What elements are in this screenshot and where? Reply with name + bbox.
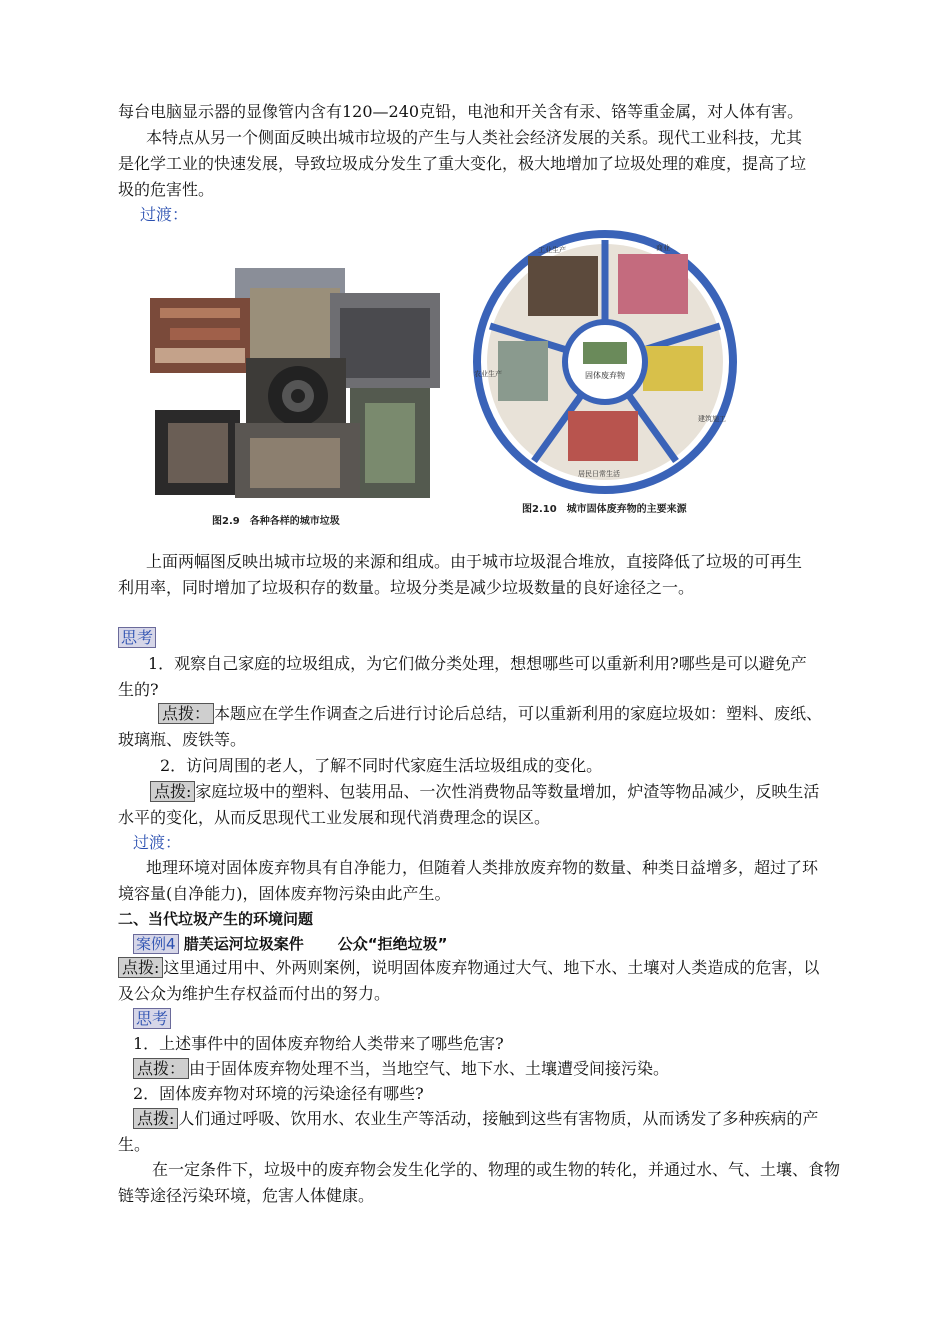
figure-2-10-caption: 图2.10 城市固体废弃物的主要来源 xyxy=(522,504,687,515)
wheel-label-commerce: 商业 xyxy=(656,244,670,252)
wheel-label-construction: 建筑施工 xyxy=(698,415,726,423)
hint-2: 点拨: 家庭垃圾中的塑料、包装用品、一次性消费物品等数量增加，炉渣等物品减少，反映生活 xyxy=(150,779,836,805)
wheel-center-label: 固体废弃物 xyxy=(585,371,625,380)
figure-urban-garbage-collage xyxy=(150,268,440,500)
question-4: 2．固体废弃物对环境的污染途径有哪些? xyxy=(133,1084,424,1103)
paragraph-conclusion: 在一定条件下，垃圾中的废弃物会发生化学的、物理的或生物的转化，并通过水、气、土壤、食物 xyxy=(152,1160,841,1179)
section-heading-2: 二、当代垃圾产生的环境问题 xyxy=(118,910,314,928)
paragraph-feature: 本特点从另一个侧面反映出城市垃圾的产生与人类社会经济发展的关系。现代工业科技，尤其 xyxy=(146,128,803,147)
think-heading-1: 思考 xyxy=(118,625,834,651)
hint-label: 点拨: xyxy=(118,957,163,978)
hint-label: 点拨: xyxy=(150,781,195,802)
hint-4: 点拨： 由于固体废弃物处理不当，当地空气、地下水、土壤遭受间接污染。 xyxy=(133,1056,849,1082)
paragraph-figure-summary-cont: 利用率，同时增加了垃圾积存的数量。垃圾分类是减少垃圾数量的良好途径之一。 xyxy=(118,578,695,597)
hint-3-cont: 及公众为维护生存权益而付出的努力。 xyxy=(118,984,391,1003)
transition-label-2: 过渡： xyxy=(133,833,182,852)
wheel-label-agriculture: 农业生产 xyxy=(474,370,502,378)
hint-3: 点拨: 这里通过用中、外两则案例，说明固体废弃物通过大气、地下水、土壤对人类造成的危害，以 xyxy=(118,955,834,981)
case-heading: 案例4 腊芙运河垃圾案件 公众“拒绝垃圾” xyxy=(133,931,849,957)
question-2: 2．访问周围的老人，了解不同时代家庭生活垃圾组成的变化。 xyxy=(160,756,603,775)
paragraph-conclusion-cont: 链等途径污染环境，危害人体健康。 xyxy=(118,1186,375,1205)
paragraph-self-purification: 地理环境对固体废弃物具有自净能力，但随着人类排放废弃物的数量、种类日益增多，超过了环 xyxy=(146,858,819,877)
paragraph-self-purification-cont: 境容量(自净能力)，固体废弃物污染由此产生。 xyxy=(118,884,451,903)
hint-5-cont: 生。 xyxy=(118,1135,151,1154)
transition-label: 过渡： xyxy=(140,205,189,224)
paragraph-lead-content: 每台电脑显示器的显像管内含有120—240克铅，电池和开关含有汞、铬等重金属，对人体有害。 xyxy=(118,102,804,121)
hint-1-cont: 玻璃瓶、废铁等。 xyxy=(118,730,247,749)
paragraph-feature-end: 圾的危害性。 xyxy=(118,180,215,199)
think-heading-2: 思考 xyxy=(133,1006,849,1032)
paragraph-figure-summary: 上面两幅图反映出城市垃圾的来源和组成。由于城市垃圾混合堆放，直接降低了垃圾的可再生 xyxy=(146,552,803,571)
hint-label: 点拨： xyxy=(133,1058,189,1079)
question-1: 1．观察自己家庭的垃圾组成，为它们做分类处理，想想哪些可以重新利用?哪些是可以避免产 xyxy=(148,654,807,673)
hint-1: 点拨： 本题应在学生作调查之后进行讨论后总结，可以重新利用的家庭垃圾如：塑料、废纸、 xyxy=(158,701,838,727)
hint-2-cont: 水平的变化，从而反思现代工业发展和现代消费理念的误区。 xyxy=(118,808,551,827)
hint-5: 点拨: 人们通过呼吸、饮用水、农业生产等活动，接触到这些有害物质，从而诱发了多种疾病的产 xyxy=(133,1106,833,1132)
wheel-label-residential: 居民日常生活 xyxy=(578,470,620,478)
hint-label: 点拨： xyxy=(158,703,214,724)
wheel-label-industry: 工业生产 xyxy=(538,246,566,254)
question-3: 1．上述事件中的固体废弃物给人类带来了哪些危害? xyxy=(133,1034,504,1053)
question-1-cont: 生的? xyxy=(118,680,159,699)
figure-2-9-caption: 图2.9 各种各样的城市垃圾 xyxy=(212,516,340,527)
hint-label: 点拨: xyxy=(133,1108,178,1129)
paragraph-feature-cont: 是化学工业的快速发展，导致垃圾成分发生了重大变化，极大地增加了垃圾处理的难度，提高了垃 xyxy=(118,154,807,173)
figure-waste-sources-wheel xyxy=(468,226,743,498)
